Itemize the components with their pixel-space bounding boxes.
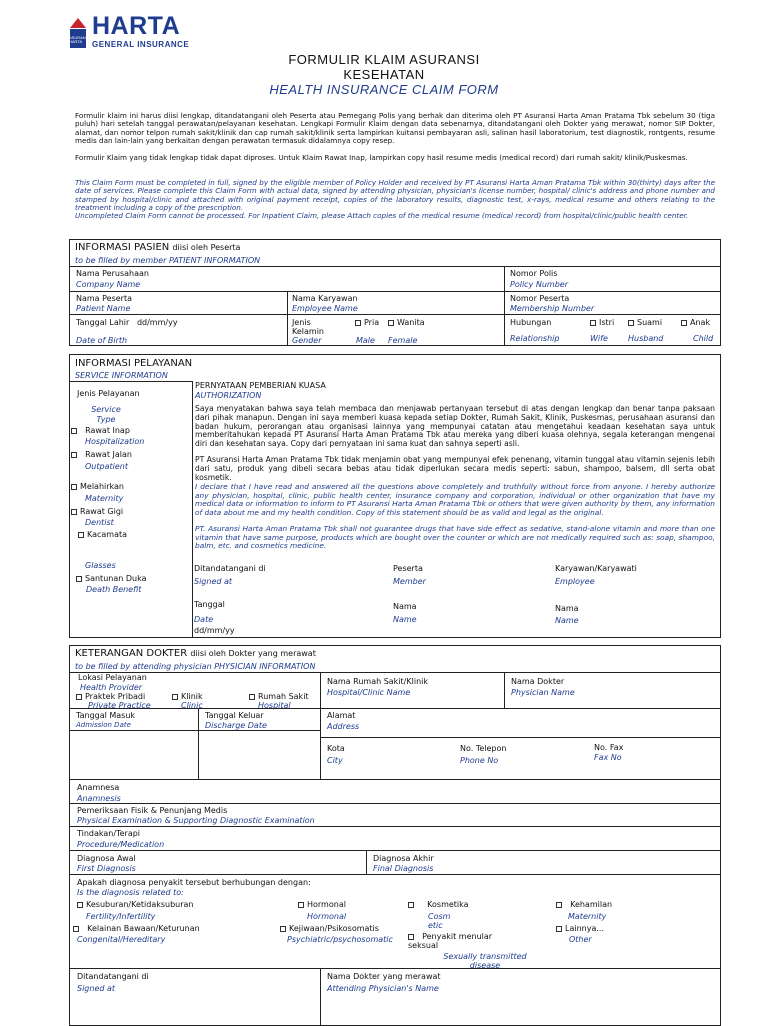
std-checkbox[interactable]: Penyakit menular seksual <box>408 932 493 950</box>
dob-label: Tanggal Lahir dd/mm/yy <box>76 318 178 327</box>
other-checkbox[interactable]: Lainnya... <box>556 924 604 933</box>
employee-sign-label-en: Employee <box>555 577 595 586</box>
female-checkbox[interactable]: Wanita <box>388 318 425 327</box>
psych-checkbox[interactable]: Kejiwaan/Psikosomatis <box>280 924 379 933</box>
related-question: Apakah diagnosa penyakit tersebut berhubungan dengan: <box>77 878 311 887</box>
city-label-en[interactable]: City <box>327 756 343 765</box>
admission-label-en[interactable]: Admission Date <box>76 721 131 729</box>
member-sign-label-en: Member <box>393 577 426 586</box>
service-signed-label: Ditandatangani di <box>194 564 266 573</box>
fax-label-en[interactable]: Fax No <box>594 753 622 762</box>
hospital-name-label-en[interactable]: Hospital/Clinic Name <box>327 688 411 697</box>
hospital-checkbox[interactable]: Rumah Sakit <box>249 692 309 701</box>
fertility-label-en: Fertility/Infertility <box>86 912 156 921</box>
member-name-label: Nama <box>393 602 417 611</box>
form-title-en: HEALTH INSURANCE CLAIM FORM <box>269 82 499 97</box>
authorization-text-en: I declare that I have read and answered all the questions above completely and truthfully without force from anyone. I hereby authorize any physician, hospital, clinic, public health center, insurance company and corporation, individual or other organization that have my medical data or information to inform to PT Asuransi Harta Aman Pratama Tbk or others that were given authority by them, any information of data about me and my health condition. Copy of this statement should be as valid and legal as the original. <box>195 482 715 517</box>
child-checkbox[interactable]: Anak <box>681 318 710 327</box>
private-practice-checkbox[interactable]: Praktek Pribadi <box>76 692 145 701</box>
gender-label-en: Gender <box>292 336 322 345</box>
member-no-label: Nomor Peserta <box>510 294 570 303</box>
service-type-label: Jenis Pelayanan <box>77 389 140 398</box>
attending-physician-label-en[interactable]: Attending Physician's Name <box>327 984 439 993</box>
employee-name-label-en[interactable]: Name <box>555 616 579 625</box>
glasses-checkbox[interactable]: Kacamata <box>78 530 127 539</box>
clinic-label-en: Clinic <box>181 701 203 710</box>
related-question-en: Is the diagnosis related to: <box>77 888 184 897</box>
husband-checkbox[interactable]: Suami <box>628 318 662 327</box>
member-sign-label: Peserta <box>393 564 423 573</box>
physician-header-en: to be filled by attending physician PHYSICIAN INFORMATION <box>75 662 316 671</box>
member-name-label-en[interactable]: Name <box>393 615 417 624</box>
company-label-en[interactable]: Company Name <box>76 280 141 289</box>
service-header-en: SERVICE INFORMATION <box>75 371 168 380</box>
intro-en-p1: This Claim Form must be completed in full, signed by the eligible member of Policy Holder and received by PT Asuransi Harta Aman Pratama Tbk within 30(thirty) days after the date of services. Please complete this Claim Form with actual data, signed by attending physician, physician's license number, hospital/ clinic's address and phone number and stamped by hospital/clinic and attached with original payment receipt, copies of the laboratory results, diagnostic test, x-rays, medical resume and others relating to the treatment including a copy of the prescription. <box>75 178 715 213</box>
procedure-label: Tindakan/Terapi <box>77 829 141 838</box>
participant-label: Nama Peserta <box>76 294 133 303</box>
clinic-checkbox[interactable]: Klinik <box>172 692 203 701</box>
fax-label: No. Fax <box>594 743 624 752</box>
authorization-text-id: Saya menyatakan bahwa saya telah membaca dan menjawab pertanyaan tersebut di atas dengan lengkap dan benar tanpa paksaan dari pihak manapun. Dengan ini saya memberi kuasa kepada setiap Dokter, Rumah Sakit, Klinik, Puskesmas, perusahaan asuransi dan badan hukum, perorangan atau organisasi lainnya yang mempunyai catatan atau mengetahui keadaan kesehatan saya untuk memberitahukan kepada PT Asuransi Harta Aman Pratama Tbk atau mereka yang diberi kuasa olehnya, segala keterangan mengenai diri dan kesehatan saya. Copy dari pernyataan ini sama kuat dan sahnya seperti asli. <box>195 404 715 449</box>
anamnesa-label: Anamnesa <box>77 783 120 792</box>
employee-name-label: Nama <box>555 604 579 613</box>
attending-physician-label: Nama Dokter yang merawat <box>327 972 441 981</box>
psych-label-en: Psychiatric/psychosomatic <box>287 935 393 944</box>
employee-label: Nama Karyawan <box>292 294 358 303</box>
company-label: Nama Perusahaan <box>76 269 149 278</box>
physician-name-label: Nama Dokter <box>511 677 565 686</box>
company-logo <box>68 14 208 50</box>
procedure-label-en[interactable]: Procedure/Medication <box>77 840 165 849</box>
private-practice-label-en: Private Practice <box>88 701 151 710</box>
hormonal-label-en: Hormonal <box>307 912 347 921</box>
authorization-text-id-2: PT Asuransi Harta Aman Pratama Tbk tidak menjamin obat yang mempunyai efek penenang, vitamin tunggal atau vitamin sejenis lebih dari satu, produk yang dibeli secara bebas atau tidak diperlukan secara medis seperti: sabun, shampoo, balsem, dll serta obat kosmetik. <box>195 455 715 482</box>
intro-id-p2: Formulir Klaim yang tidak lengkap tidak dapat diproses. Untuk Klaim Rawat Inap, lampirkan copy hasil resume medis (medical record) dari rumah sakit/ klinik/Puskesmas. <box>75 153 688 162</box>
final-diagnosis-label-en[interactable]: Final Diagnosis <box>373 864 434 873</box>
first-diagnosis-label-en[interactable]: First Diagnosis <box>77 864 136 873</box>
service-date-label-en[interactable]: Date <box>194 615 214 624</box>
anamnesa-label-en[interactable]: Anamnesis <box>77 794 121 803</box>
relation-label-en: Relationship <box>510 334 560 343</box>
form-title-line1: FORMULIR KLAIM ASURANSI <box>288 52 480 67</box>
employee-label-en[interactable]: Employee Name <box>292 304 358 313</box>
hospital-label-en: Hospital <box>258 701 291 710</box>
relation-label: Hubungan <box>510 318 552 327</box>
intro-en-p2: Uncompleted Claim Form cannot be processed. For Inpatient Claim, please Attach copies of the medical resume (medical record) from hospital/clinic/public health center. <box>75 211 689 220</box>
policy-label-en[interactable]: Policy Number <box>510 280 568 289</box>
authorization-title: PERNYATAAN PEMBERIAN KUASA <box>195 381 326 390</box>
service-type-label-en: Service Type <box>91 405 121 424</box>
female-label-en: Female <box>388 336 418 345</box>
address-label: Alamat <box>327 711 356 720</box>
outpatient-checkbox[interactable]: Rawat Jalan <box>71 450 132 459</box>
other-label-en: Other <box>569 935 592 944</box>
physician-header: KETERANGAN DOKTER diisi oleh Dokter yang merawat <box>75 648 316 659</box>
wife-label-en: Wife <box>590 334 608 343</box>
dentist-checkbox[interactable]: Rawat Gigi <box>71 507 123 516</box>
hormonal-checkbox[interactable]: Hormonal <box>298 900 346 909</box>
exam-label-en[interactable]: Physical Examination & Supporting Diagnostic Examination <box>77 816 315 825</box>
final-diagnosis-label: Diagnosa Akhir <box>373 854 434 863</box>
child-label-en: Child <box>693 334 714 343</box>
maternity-label-en: Maternity <box>85 494 124 503</box>
fertility-checkbox[interactable]: Kesuburan/Ketidaksuburan <box>77 900 194 909</box>
exam-label: Pemeriksaan Fisik & Penunjang Medis <box>77 806 228 815</box>
cosmetic-label-en: Cosmetic <box>428 912 451 930</box>
authorization-title-en: AUTHORIZATION <box>195 391 262 400</box>
hospitalization-label-en: Hospitalization <box>85 437 145 446</box>
gender-label: Jenis Kelamin <box>292 318 324 336</box>
city-label: Kota <box>327 744 345 753</box>
participant-label-en[interactable]: Patient Name <box>76 304 131 313</box>
admission-label: Tanggal Masuk <box>76 711 136 720</box>
death-benefit-label-en: Death Benefit <box>86 585 142 594</box>
std-label-en: Sexually transmitted disease <box>443 952 527 970</box>
service-date-label: Tanggal <box>194 600 225 609</box>
phone-label: No. Telepon <box>460 744 507 753</box>
physician-name-label-en[interactable]: Physician Name <box>511 688 575 697</box>
hospitalization-checkbox[interactable]: Rawat Inap <box>71 426 130 435</box>
logo-small-text: ASURANSI HARTA <box>69 35 90 44</box>
patient-header-en: to be filled by member PATIENT INFORMATION <box>75 256 261 265</box>
intro-id-p1: Formulir klaim ini harus diisi lengkap, ditandatangani oleh Peserta atau Pemegang Polis yang berhak dan diterima oleh PT Asuransi Harta Aman Pratama Tbk sebelum 30 (tiga puluh) hari setelah tanggal perawatan/pelayanan kesehatan. Lengkapi Formulir Klaim dengan data sebenarnya, ditandatangani oleh Dokter yang merawat, nomor SIP Dokter, alamat, dan nomor telpon rumah sakit/klinik dan cap rumah sakit/klinik serta lampirkan kuitansi pembayaran asli, salinan hasil laboratorium, test diagnostik, rontgents, resume medis dan lain-lain yang berkaitan dengan perawatan termasuk didalamnya copy resep. <box>75 111 715 146</box>
service-header: INFORMASI PELAYANAN <box>75 358 193 369</box>
husband-label-en: Husband <box>628 334 664 343</box>
dentist-label-en: Dentist <box>85 518 114 527</box>
member-no-label-en[interactable]: Membership Number <box>510 304 595 313</box>
employee-sign-label: Karyawan/Karyawati <box>555 564 637 573</box>
discharge-label-en[interactable]: Discharge Date <box>205 721 267 730</box>
discharge-label: Tanggal Keluar <box>205 711 264 720</box>
form-title-line2: KESEHATAN <box>343 67 425 82</box>
first-diagnosis-label: Diagnosa Awal <box>77 854 136 863</box>
cosmetic-checkbox[interactable]: Kosmetika <box>408 900 469 909</box>
physician-signed-label: Ditandatangani di <box>77 972 149 981</box>
service-date-format: dd/mm/yy <box>194 626 235 635</box>
logo-sub: GENERAL INSURANCE <box>92 40 190 49</box>
congenital-checkbox[interactable]: Kelainan Bawaan/Keturunan <box>73 924 200 933</box>
dob-label-en[interactable]: Date of Birth <box>76 336 128 345</box>
pregnancy-label-en: Maternity <box>568 912 607 921</box>
hospital-name-label: Nama Rumah Sakit/Klinik <box>327 677 428 686</box>
male-checkbox[interactable]: Pria <box>355 318 379 327</box>
service-signed-label-en[interactable]: Signed at <box>194 577 233 586</box>
authorization-text-en-2: PT. Asuransi Harta Aman Pratama Tbk shall not guarantee drugs that have side effect as sedative, stand-alone vitamin and more than one vitamin that have same purpose, products which are bought over the counter or which are not medically required such as: soap, shampoo, balm, etc. and cosmetics medicine. <box>195 524 715 551</box>
male-label-en: Male <box>356 336 375 345</box>
patient-header: INFORMASI PASIEN diisi oleh Peserta <box>75 242 241 253</box>
pregnancy-checkbox[interactable]: Kehamilan <box>556 900 612 909</box>
maternity-checkbox[interactable]: Melahirkan <box>71 482 124 491</box>
glasses-label-en: Glasses <box>85 561 116 570</box>
location-label-en: Health Provider <box>80 683 143 692</box>
wife-checkbox[interactable]: Istri <box>590 318 614 327</box>
death-benefit-checkbox[interactable]: Santunan Duka <box>76 574 146 583</box>
outpatient-label-en: Outpatient <box>85 462 128 471</box>
phone-label-en[interactable]: Phone No <box>460 756 499 765</box>
logo-brand: HARTA <box>92 12 181 40</box>
physician-signed-label-en[interactable]: Signed at <box>77 984 116 993</box>
policy-label: Nomor Polis <box>510 269 558 278</box>
congenital-label-en: Congenital/Hereditary <box>77 935 166 944</box>
address-label-en[interactable]: Address <box>327 722 360 731</box>
location-label: Lokasi Pelayanan <box>78 673 147 682</box>
